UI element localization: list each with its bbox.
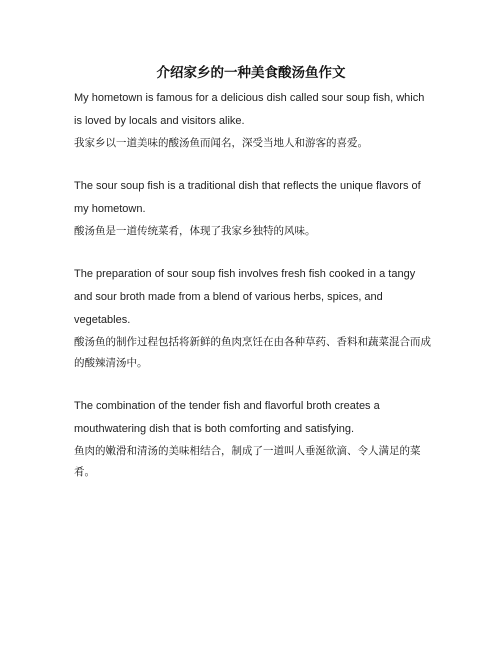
- paragraph-2-chinese: 酸汤鱼是一道传统菜肴，体现了我家乡独特的风味。: [74, 225, 316, 237]
- document-title: 介绍家乡的一种美食酸汤鱼作文: [156, 65, 346, 80]
- paragraph-3: [74, 263, 434, 374]
- paragraph-1-chinese: 我家乡以一道美味的酸汤鱼而闻名，深受当地人和游客的喜爱。: [74, 137, 368, 149]
- paragraph-4-chinese: 鱼肉的嫩滑和清汤的美味相结合，制成了一道叫人垂涎欲滴、令人满足的菜肴。: [74, 445, 421, 478]
- paragraph-4-english: The combination of the tender fish and flavorful broth creates a mouthwatering dish that is both comforting and satisfying.: [74, 400, 380, 435]
- document-body: [74, 87, 434, 504]
- paragraph-1-english: My hometown is famous for a delicious dish called sour soup fish, which is loved by locals and visitors alike.: [74, 92, 425, 127]
- paragraph-2-english: The sour soup fish is a traditional dish that reflects the unique flavors of my hometown.: [74, 180, 421, 215]
- paragraph-4: [74, 395, 434, 483]
- paragraph-2: [74, 175, 434, 242]
- paragraph-3-chinese: 酸汤鱼的制作过程包括将新鲜的鱼肉烹饪在由各种草药、香料和蔬菜混合而成的酸辣清汤中。: [74, 336, 431, 369]
- paragraph-1: [74, 87, 434, 154]
- paragraph-3-english: The preparation of sour soup fish involves fresh fish cooked in a tangy and sour broth made from a blend of various herbs, spices, and vegetables.: [74, 268, 416, 326]
